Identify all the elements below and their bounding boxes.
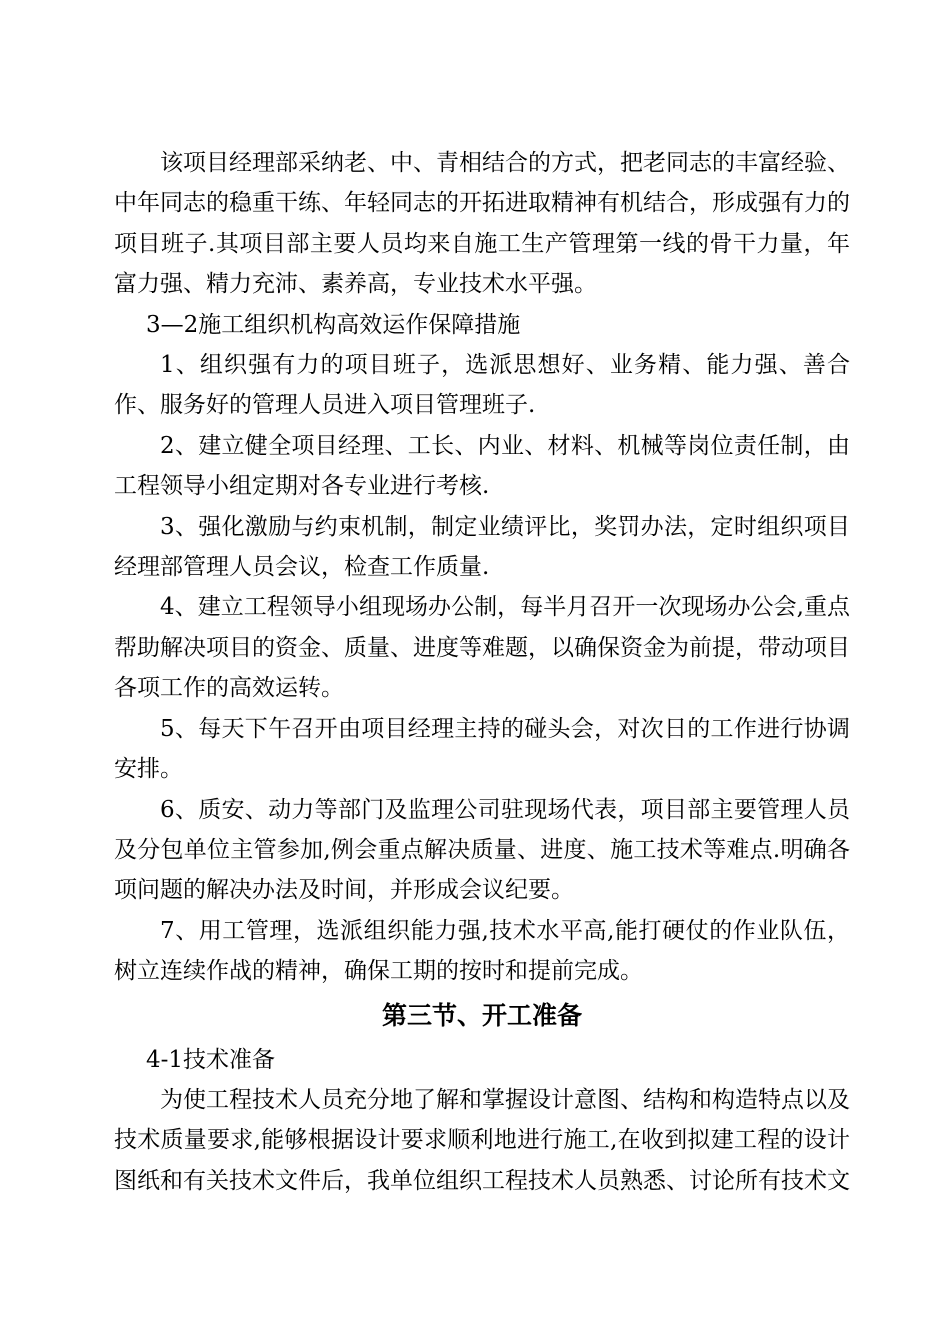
measure-1: 1、组织强有力的项目班子，选派思想好、业务精、能力强、善合作、服务好的管理人员进入项目管理班子. (114, 352, 850, 419)
measure-6: 6、质安、动力等部门及监理公司驻现场代表，项目部主要管理人员及分包单位主管参加,例会重点解决质量、进度、施工技术等难点.明确各项问题的解决办法及时间，并形成会议纪要。 (114, 796, 850, 904)
measure-5: 5、每天下午召开由项目经理主持的碰头会，对次日的工作进行协调安排。 (114, 715, 850, 783)
measure-4: 4、建立工程领导小组现场办公制，每半月召开一次现场办公会,重点帮助解决项目的资金、质量、进度等难题，以确保资金为前提，带动项目各项工作的高效运转。 (114, 594, 850, 702)
document-page (114, 143, 850, 1201)
paragraph-technical-preparation: 为使工程技术人员充分地了解和掌握设计意图、结构和构造特点以及技术质量要求,能够根据设计要求顺利地进行施工,在收到拟建工程的设计图纸和有关技术文件后，我单位组织工程技术人员熟悉、讨论所有技术文 (114, 1086, 850, 1194)
measure-3: 3、强化激励与约束机制，制定业绩评比，奖罚办法，定时组织项目经理部管理人员会议，检查工作质量. (114, 513, 850, 581)
subheading-3-2: 3—2施工组织机构高效运作保障措施 (146, 311, 521, 338)
subheading-4-1: 4-1技术准备 (146, 1046, 276, 1073)
section-heading: 第三节、开工准备 (381, 1000, 582, 1030)
paragraph-team-composition: 该项目经理部采纳老、中、青相结合的方式，把老同志的丰富经验、中年同志的稳重干练、年轻同志的开拓进取精神有机结合，形成强有力的项目班子.其项目部主要人员均来自施工生产管理第一线的骨干力量，年富力强、精力充沛、素养高，专业技术水平强。 (114, 150, 850, 298)
measure-7: 7、用工管理，选派组织能力强,技术水平高,能打硬仗的作业队伍，树立连续作战的精神，确保工期的按时和提前完成。 (114, 917, 850, 985)
measure-2: 2、建立健全项目经理、工长、内业、材料、机械等岗位责任制，由工程领导小组定期对各专业进行考核. (114, 432, 850, 500)
